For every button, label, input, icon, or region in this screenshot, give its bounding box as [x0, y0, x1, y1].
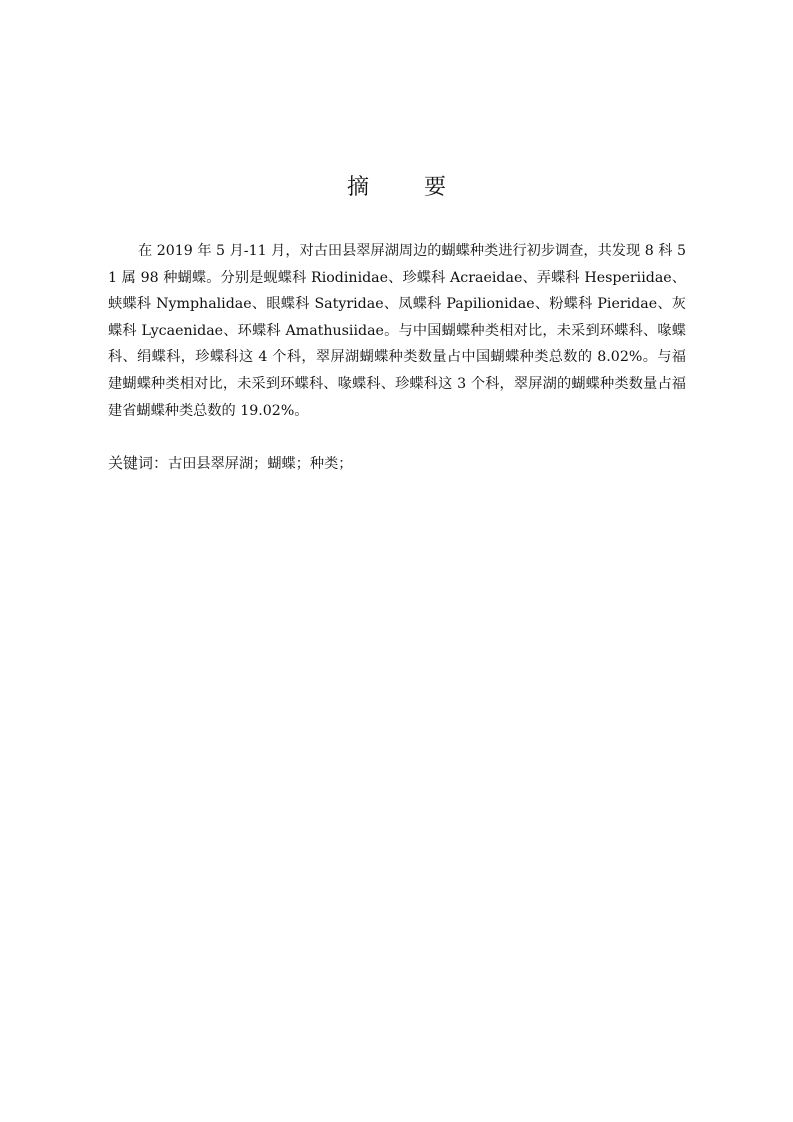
keywords-text: 古田县翠屏湖；蝴蝶；种类； — [168, 456, 353, 472]
abstract-title: 摘 要 — [347, 175, 470, 200]
keywords-label: 关键词： — [108, 454, 169, 472]
keywords-line — [108, 450, 686, 477]
abstract-paragraph: 在 2019 年 5 月-11 月，对古田县翠屏湖周边的蝴蝶种类进行初步调查，共发现 8 科 51 属 98 种蝴蝶。分别是蚬蝶科 Riodinidae、珍蝶科 Acraeidae、弄蝶科 Hesperiidae、蛱蝶科 Nymphalidae、眼蝶科 Satyridae、凤蝶科 Papilionidae、粉蝶科 Pieridae、灰蝶科 Lycaenidae、环蝶科 Amathusiidae。与中国蝴蝶种类相对比，未采到环蝶科、喙蝶科、绢蝶科，珍蝶科这 4 个科，翠屏湖蝴蝶种类数量占中国蝴蝶种类总数的 8.02%。与福建蝴蝶种类相对比，未采到环蝶科、喙蝶科、珍蝶科这 3 个科，翠屏湖的蝴蝶种类数量占福建省蝴蝶种类总数的 19.02%。 — [108, 243, 686, 419]
